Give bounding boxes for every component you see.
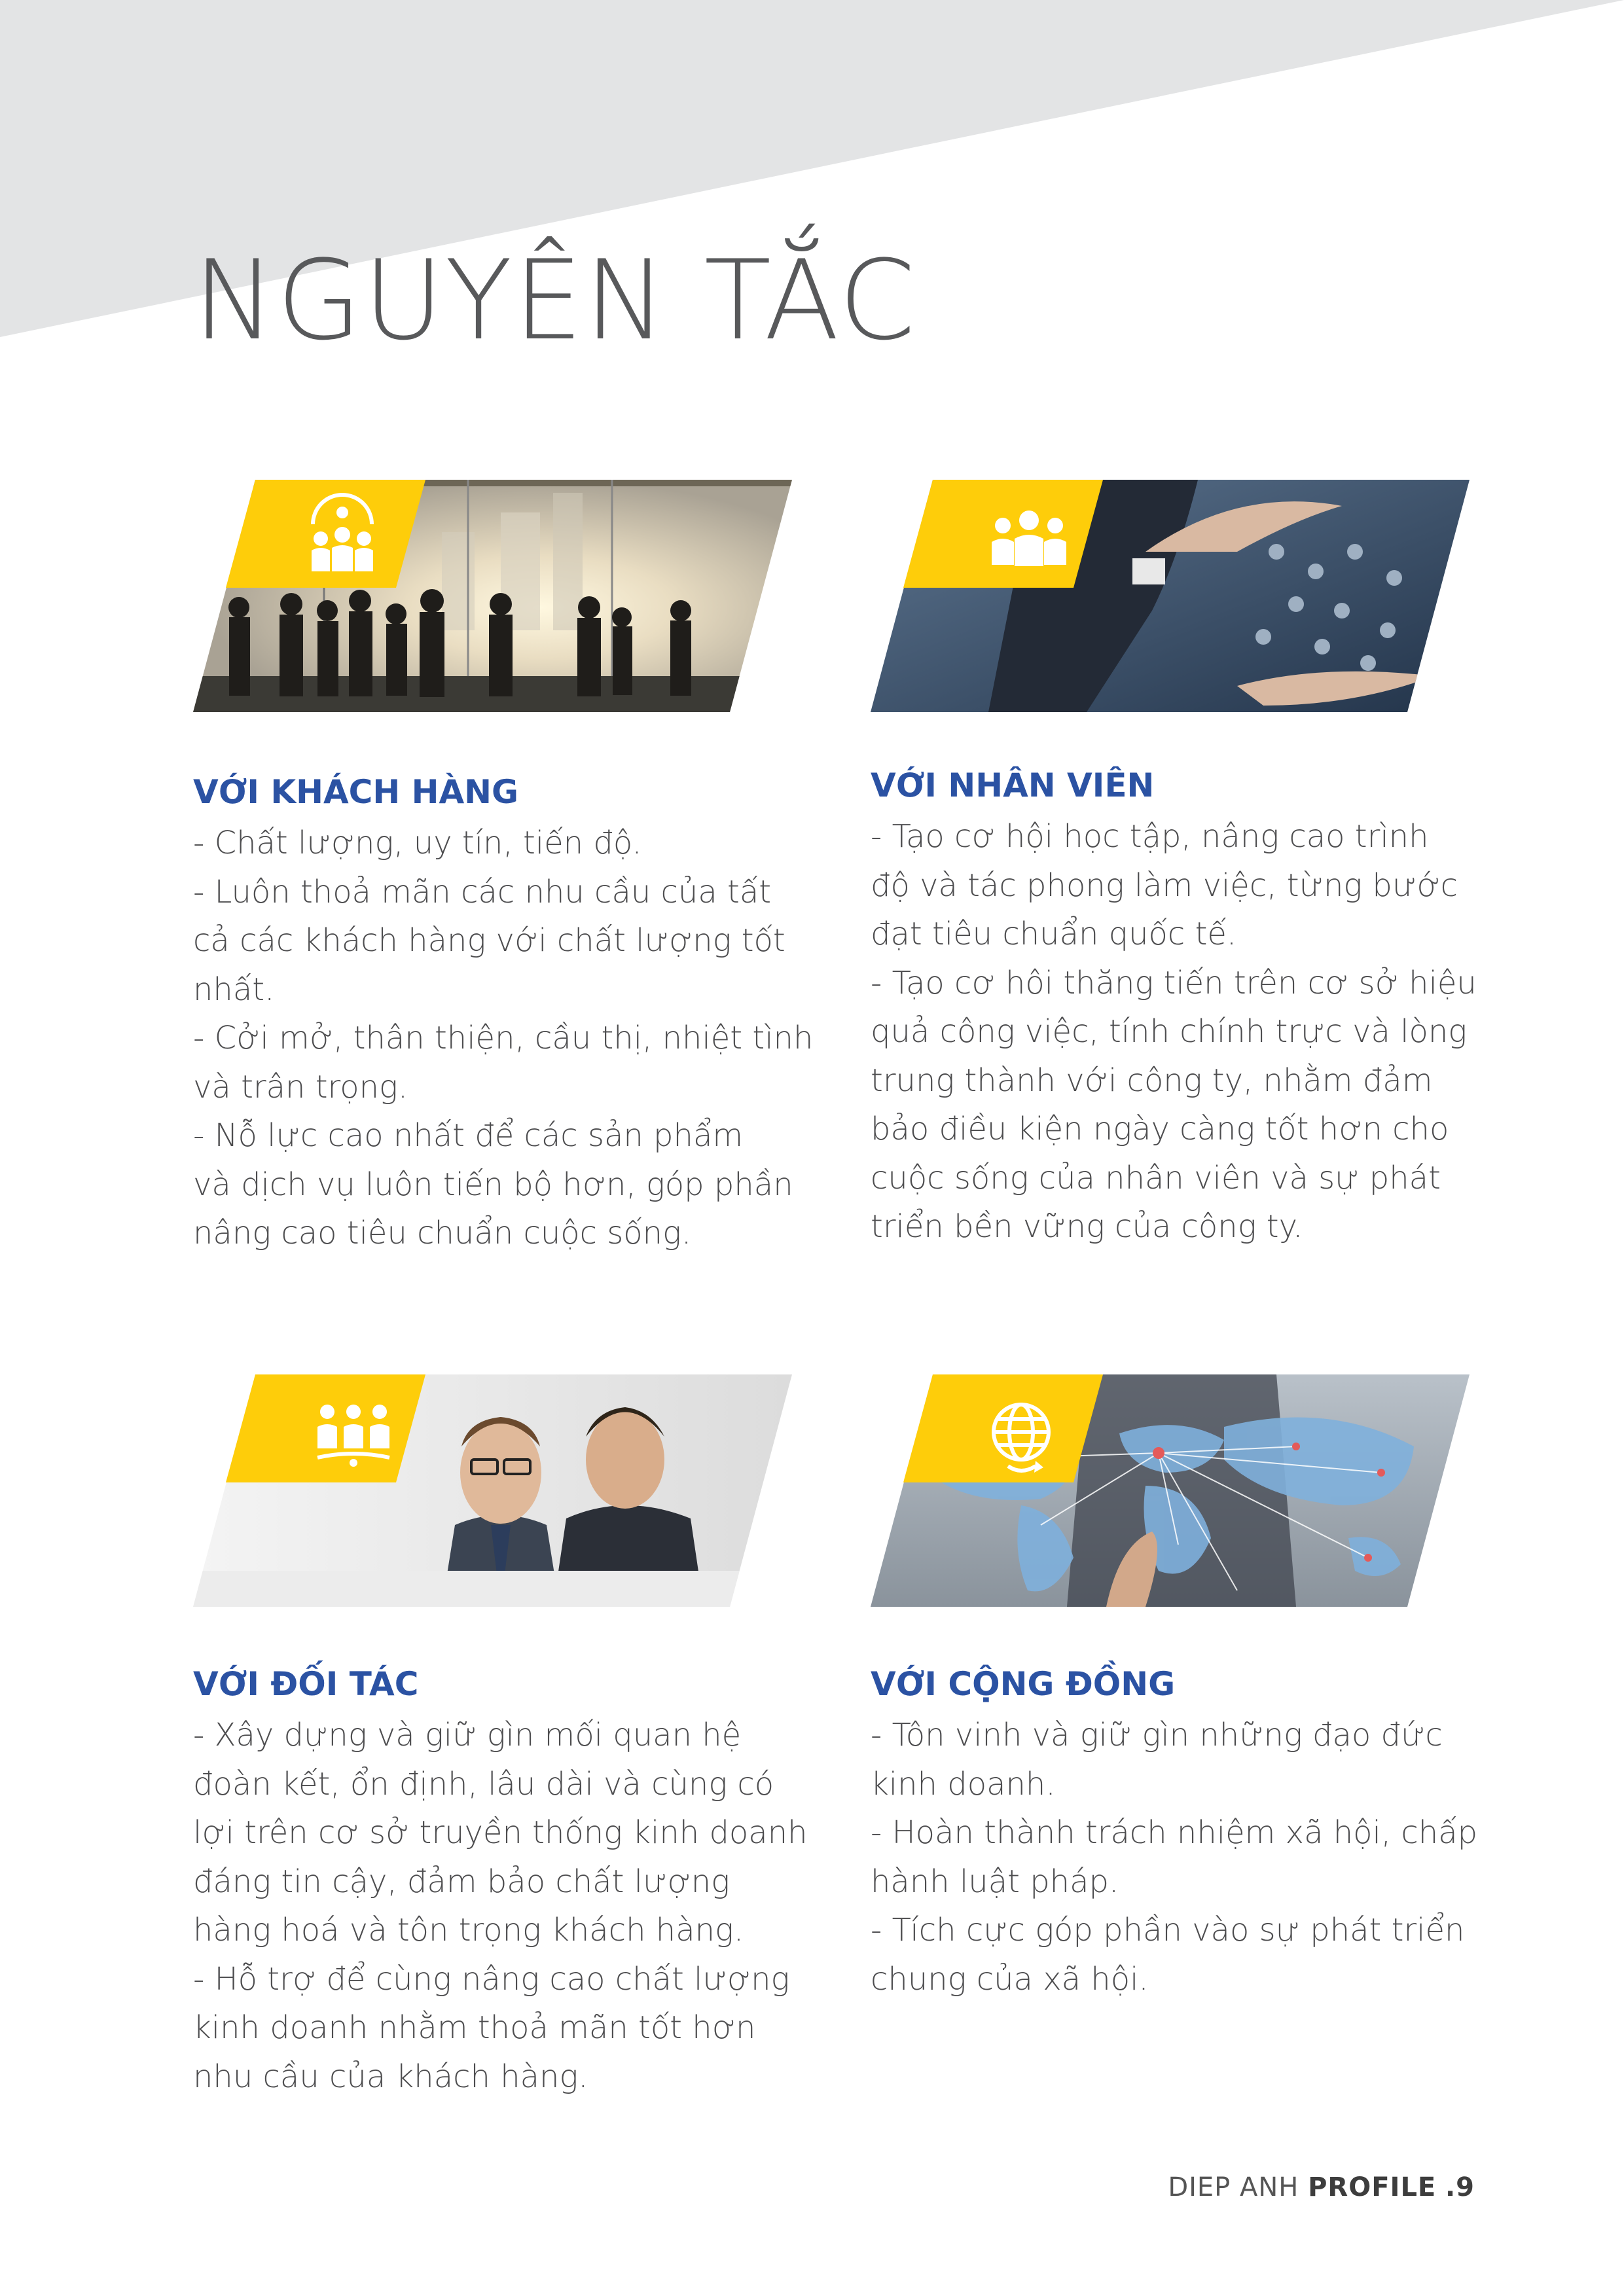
text-line: đạt tiêu chuẩn quốc tế. [871, 916, 1237, 952]
text-line: cả các khách hàng với chất lượng tốt [193, 922, 785, 959]
body-community [871, 1711, 1499, 2003]
page-title: NGUYÊN TẮC [193, 236, 917, 365]
body-employees [871, 812, 1499, 1251]
text-line: nhu cầu của khách hàng. [193, 2058, 588, 2095]
text-line: trung thành với công ty, nhằm đảm [871, 1062, 1433, 1099]
text-line: kinh doanh nhằm thoả mãn tốt hơn [193, 2009, 756, 2046]
text-line: - Tạo cơ hội học tập, nâng cao trình [871, 818, 1429, 855]
text-line: quả công việc, tính chính trực và lòng [871, 1013, 1468, 1050]
page-footer [1168, 2172, 1475, 2202]
text-line: kinh doanh. [871, 1765, 1056, 1803]
text-line: - Xây dựng và giữ gìn mối quan hệ [193, 1717, 742, 1753]
text-line: đoàn kết, ổn định, lâu dài và cùng có [193, 1765, 774, 1803]
text-line: hành luật pháp. [871, 1863, 1119, 1900]
text-line: nâng cao tiêu chuẩn cuộc sống. [193, 1215, 692, 1251]
footer-brand: DIEP ANH [1168, 2172, 1299, 2202]
text-line: - Hỗ trợ để cùng nâng cao chất lượng [193, 1960, 790, 1998]
text-line: - Tạo cơ hôi thăng tiến trên cơ sở hiệu [871, 964, 1477, 1001]
text-line: và trân trọng. [193, 1068, 408, 1105]
heading-customers: VỚI KHÁCH HÀNG [193, 773, 519, 811]
text-line: - Cởi mở, thân thiện, cầu thị, nhiệt tình [193, 1020, 814, 1056]
page-number: .9 [1445, 2172, 1475, 2202]
text-line: cuộc sống của nhân viên và sự phát [871, 1159, 1441, 1196]
text-line: lợi trên cơ sở truyền thống kinh doanh [193, 1814, 808, 1851]
text-line: - Luôn thoả mãn các nhu cầu của tất [193, 873, 772, 910]
text-line: chung của xã hội. [871, 1960, 1149, 1998]
text-line: nhất. [193, 971, 275, 1008]
banner-partners [193, 1374, 792, 1607]
heading-employees: VỚI NHÂN VIÊN [871, 766, 1155, 804]
banner-employees [871, 480, 1470, 712]
text-line: - Tích cực góp phần vào sự phát triển [871, 1912, 1465, 1948]
body-customers [193, 819, 821, 1258]
text-line: đáng tin cậy, đảm bảo chất lượng [193, 1863, 730, 1900]
heading-partners: VỚI ĐỐI TÁC [193, 1665, 419, 1703]
text-line: bảo điều kiện ngày càng tốt hơn cho [871, 1111, 1449, 1147]
text-line: - Hoàn thành trách nhiệm xã hội, chấp [871, 1814, 1478, 1851]
text-line: - Nỗ lực cao nhất để các sản phẩm [193, 1117, 744, 1154]
text-line: hàng hoá và tôn trọng khách hàng. [193, 1912, 744, 1948]
banner-customers [193, 480, 792, 712]
text-line: - Tôn vinh và giữ gìn những đạo đức [871, 1717, 1443, 1753]
body-partners [193, 1711, 821, 2101]
footer-profile: PROFILE [1308, 2172, 1437, 2202]
banner-community [871, 1374, 1470, 1607]
text-line: - Chất lượng, uy tín, tiến độ. [193, 825, 642, 861]
text-line: và dịch vụ luôn tiến bộ hơn, góp phần [193, 1166, 793, 1203]
text-line: độ và tác phong làm việc, từng bước [871, 867, 1458, 904]
text-line: triển bền vững của công ty. [871, 1208, 1303, 1245]
heading-community: VỚI CỘNG ĐỒNG [871, 1665, 1176, 1703]
